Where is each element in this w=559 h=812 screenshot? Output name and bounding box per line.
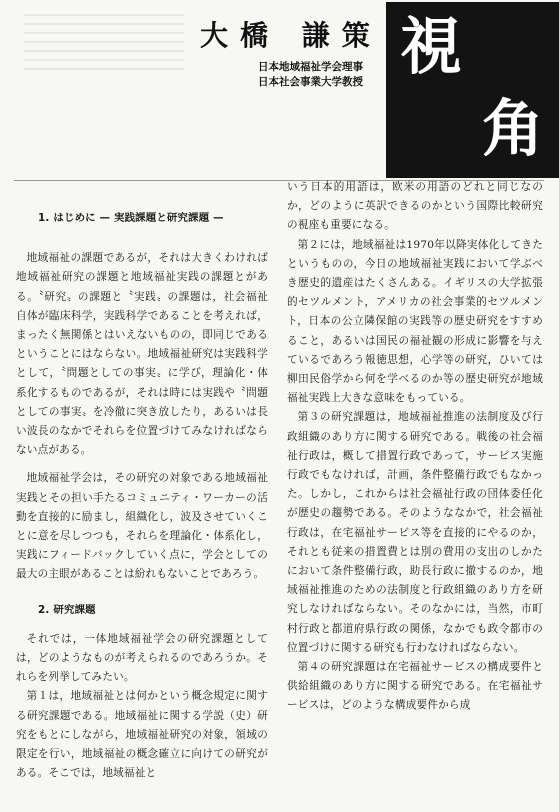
paragraph: 第２には，地域福祉は1970年以降実体化してきたというものの，今日の地域福祉実践において学ぶべき歴史的遺産はたくさんある。イギリスの大学拡張的セツルメント，アメリカの社会事業的セツルメント，日本の公立隣保館の実践等の歴史研究をすすめること，あるいは国民の福祉観の形成に影響を与えているであろう報徳思想，心学等の研究，ひいては柳田民俗学から何を学べるのか等の歴史研究が地域福祉実践上大きな意味をもっている。 [287,238,543,405]
paragraph: いう日本的用語は，欧米の用語のどれと同じなのか，どのように英訳できるのかという国際比較研究の視座も重要になる。 [287,181,543,232]
affiliation-line-1: 日本地域福祉学会理事 [258,61,363,73]
right-column [287,178,543,716]
paragraph: それでは，一体地域福祉学会の研究課題としては，どのようなものが考えられるのであろうか。それらを列挙してみたい。 [16,632,268,684]
column-title-block [386,2,559,178]
left-column [16,209,268,783]
faint-background-print [24,10,184,70]
column-title-char-2: 角 [482,92,545,165]
paragraph: 第１は，地域福祉とは何かという概念規定に関する研究課題である。地域福祉に関する学説（史）研究をもとにしながら，地域福祉研究の対象，領域の限定を行い，地域福祉の概念確立に向けての研究がある。そこでは，地域福祉と [16,690,268,780]
paragraph: 地域福祉の課題であるが，それは大きくわければ地域福祉研究の課題と地域福祉実践の課題とがある。〝研究〟の課題と〝実践〟の課題は，社会福祉自体が臨床科学，実践科学であることを考えれば，まったく無関係とはいえないものの，即同じであるということにはならない。地域福祉研究は実践科学として，〝問題としての事実〟に学び，理論化・体系化するものであるが，それは時には実践や〝問題としての事実〟を冷徹に突き放したり，あるいは長い波長のなかでそれらを位置づけてみなければならない点がある。 [16,252,268,457]
paragraph: 第４の研究課題は在宅福祉サービスの構成要件と供給組織のあり方に関する研究である。在宅福祉サービスは，どのような構成要件から成 [287,661,543,712]
column-title-char-1: 視 [400,10,463,83]
paragraph: 第３の研究課題は，地域福祉推進の法制度及び行政組織のあり方に関する研究である。戦後の社会福祉行政は，概して措置行政であって，サービス実施行政でもなければ，計画，条件整備行政でもなかった。しかし，これからは社会福祉行政の団体委任化が歴史の趨勢である。そのようななかで，社会福祉行政は，在宅福祉サービス等を直接的にやるのか，それとも従来の措置費とは別の費用の支出のしかたにおいて条件整備行政，助長行政に撤するのか，地域福祉推進のための法制度と行政組織のあり方を研究しなければならない。そのなかには，当然，市町村行政と都道府県行政の関係，なかでも政令都市の位置づけに関する研究も行わなければならない。 [287,411,543,654]
author-name: 大橋 謙策 [200,19,382,52]
affiliation-line-2: 日本社会事業大学教授 [258,76,363,88]
section-heading-1: 1. はじめに — 実践課題と研究課題 — [38,212,224,224]
paragraph: 地域福祉学会は，その研究の対象である地域福祉実践とその担い手たるコミュニティ・ワーカーの活動を直接的に励まし，組織化し，波及させていくことに意を尽しつつも，それらを理論化・体系化し，実践にフィードバックしていく点に，学会としての最大の主眼があることは紛れもないことであろう。 [16,472,268,581]
section-heading-2: 2. 研究課題 [38,603,96,616]
